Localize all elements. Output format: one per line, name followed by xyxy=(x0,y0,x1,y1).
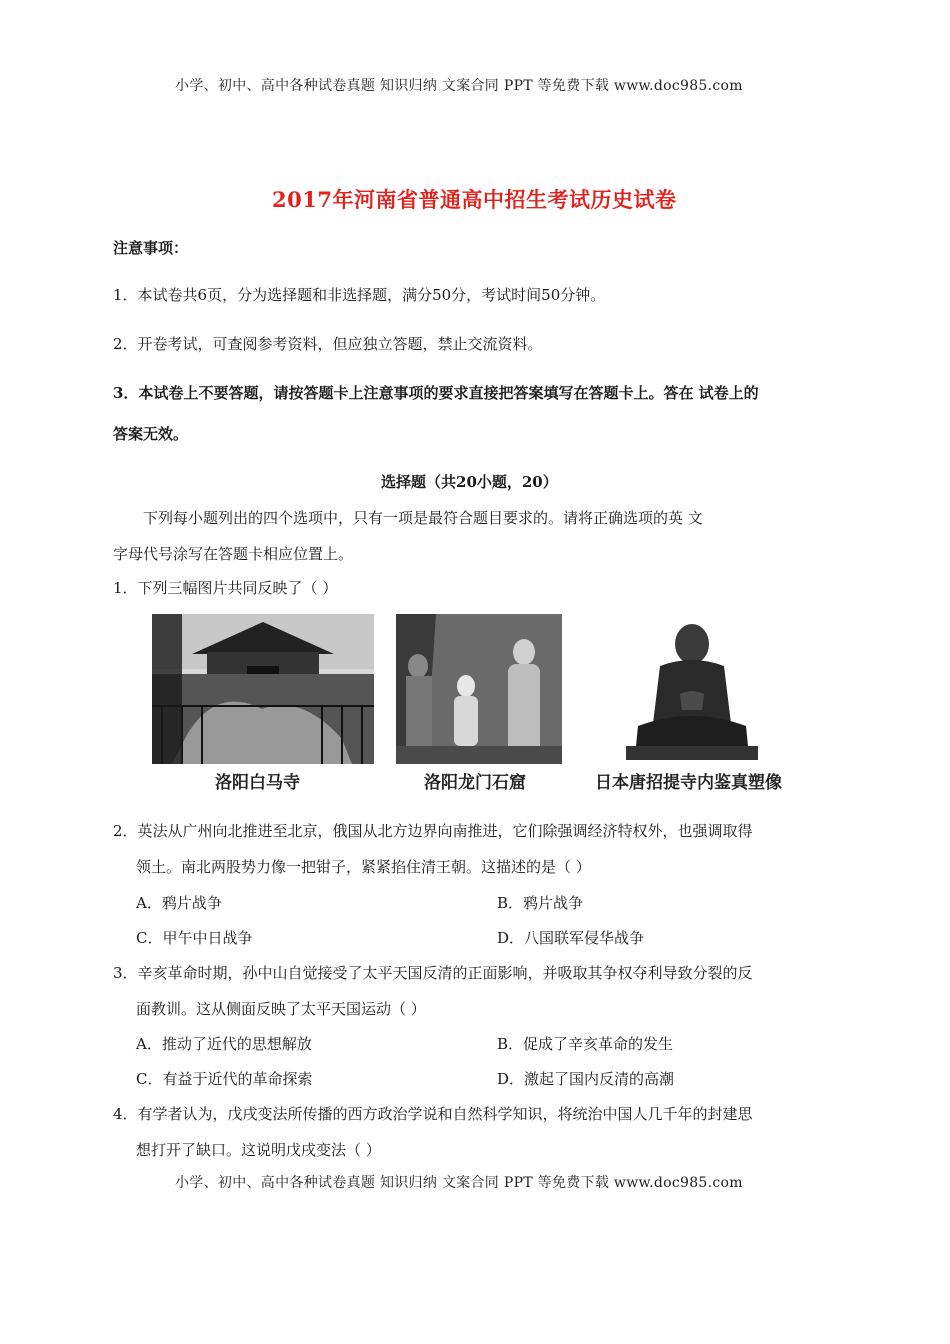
question-2-option-b: B．鸦片战争 xyxy=(497,894,584,912)
section-intro-line-1: 下列每小题列出的四个选项中，只有一项是最符合题目要求的。请将正确选项的英 文 xyxy=(143,509,703,527)
section-heading: 选择题（共20小题，20） xyxy=(381,473,558,491)
question-4-line-2: 想打开了缺口。这说明戊戌变法（ ） xyxy=(136,1141,381,1159)
question-4-line-1: 4．有学者认为，戊戌变法所传播的西方政治学说和自然科学知识，将统治中国人几千年的封建思 xyxy=(113,1105,753,1123)
question-3-option-a: A．推动了近代的思想解放 xyxy=(136,1035,312,1053)
question-1-stem: 1．下列三幅图片共同反映了（ ） xyxy=(113,579,338,597)
question-2-option-a: A．鸦片战争 xyxy=(136,894,222,912)
question-3-option-c: C．有益于近代的革命探索 xyxy=(136,1070,313,1088)
page-header: 小学、初中、高中各种试卷真题 知识归纳 文案合同 PPT 等免费下载 www.doc985.com xyxy=(175,78,743,94)
question-3-line-2: 面教训。这从侧面反映了太平天国运动（ ） xyxy=(136,1000,426,1018)
notice-item-3: 3．本试卷上不要答题，请按答题卡上注意事项的要求直接把答案填写在答题卡上。答在 试卷上的 xyxy=(113,384,759,402)
question-3-option-d: D．激起了国内反清的高潮 xyxy=(497,1070,675,1088)
question-2-option-d: D．八国联军侵华战争 xyxy=(497,929,645,947)
question-2-option-c: C．甲午中日战争 xyxy=(136,929,253,947)
question-3-line-1: 3．辛亥革命时期，孙中山自觉接受了太平天国反清的正面影响，并吸取其争权夺利导致分裂的反 xyxy=(113,964,753,982)
question-2-line-2: 领土。南北两股势力像一把钳子，紧紧掐住清王朝。这描述的是（ ） xyxy=(136,858,591,876)
notice-heading: 注意事项： xyxy=(113,239,189,257)
question-3-option-b: B．促成了辛亥革命的发生 xyxy=(497,1035,674,1053)
figure-caption-1: 洛阳白马寺 xyxy=(215,773,300,793)
section-intro-line-2: 字母代号涂写在答题卡相应位置上。 xyxy=(113,545,354,563)
figure-caption-2: 洛阳龙门石窟 xyxy=(424,773,526,793)
longmen-grottoes-photo xyxy=(396,614,562,764)
notice-item-3-cont: 答案无效。 xyxy=(113,425,189,443)
question-2-line-1: 2．英法从广州向北推进至北京，俄国从北方边界向南推进，它们除强调经济特权外，也强调取得 xyxy=(113,822,753,840)
page-footer: 小学、初中、高中各种试卷真题 知识归纳 文案合同 PPT 等免费下载 www.doc985.com xyxy=(175,1175,743,1191)
notice-item-1: 1．本试卷共6页，分为选择题和非选择题，满分50分，考试时间50分钟。 xyxy=(113,286,606,304)
exam-title: 2017年河南省普通高中招生考试历史试卷 xyxy=(272,187,677,212)
notice-item-2: 2．开卷考试，可查阅参考资料，但应独立答题，禁止交流资料。 xyxy=(113,335,543,353)
jianzhen-statue-photo xyxy=(620,614,762,764)
figure-caption-3: 日本唐招提寺内鉴真塑像 xyxy=(595,773,782,793)
baima-temple-photo xyxy=(152,614,374,764)
